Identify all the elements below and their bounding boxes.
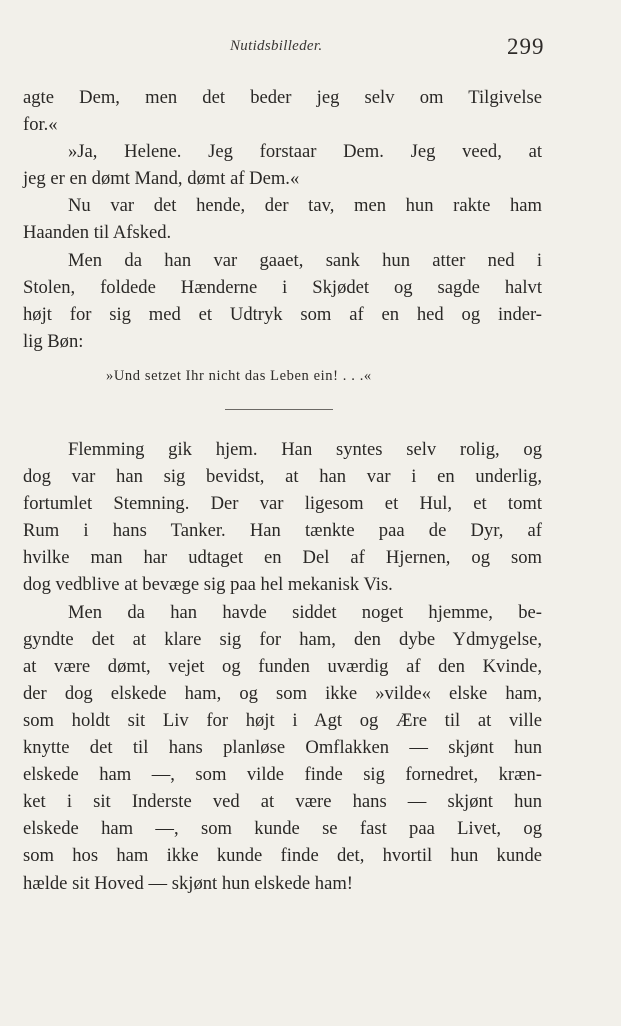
- text-line: »Ja, Helene. Jeg forstaar Dem. Jeg veed, at: [68, 141, 542, 163]
- text-line: Rum i hans Tanker. Han tænkte paa de Dyr, af: [23, 520, 542, 542]
- text-line: der dog elskede ham, og som ikke »vilde« elske ham,: [23, 682, 542, 704]
- running-head: [0, 36, 621, 66]
- text-block-bottom: [23, 436, 542, 897]
- running-title: Nutidsbilleder.: [230, 38, 323, 54]
- text-line: lig Bøn:: [23, 330, 84, 352]
- text-line: dog var han sig bevidst, at han var i en underlig,: [23, 466, 542, 488]
- text-line: Stolen, foldede Hænderne i Skjødet og sagde halvt: [23, 276, 542, 298]
- text-block-top: [23, 84, 542, 355]
- text-line: ket i sit Inderste ved at være hans — skjønt hun: [23, 791, 542, 813]
- text-line: dog vedblive at bevæge sig paa hel mekanisk Vis.: [23, 574, 393, 596]
- text-line: Flemming gik hjem. Han syntes selv rolig, og: [68, 439, 542, 460]
- text-line: elskede ham —, som kunde se fast paa Livet, og: [23, 818, 542, 840]
- text-line: Haanden til Afsked.: [23, 222, 172, 244]
- german-quote: »Und setzet Ihr nicht das Leben ein! . . .«: [106, 368, 372, 384]
- text-line: Men da han havde siddet noget hjemme, be-: [68, 601, 542, 623]
- text-line: højt for sig med et Udtryk som af en hed og inder-: [23, 303, 542, 325]
- text-line: som hos ham ikke kunde finde det, hvortil hun kunde: [23, 845, 542, 867]
- section-divider: [225, 409, 333, 410]
- text-line: hælde sit Hoved — skjønt hun elskede ham!: [23, 872, 353, 894]
- text-line: Men da han var gaaet, sank hun atter ned i: [68, 249, 542, 271]
- text-line: hvilke man har udtaget en Del af Hjernen, og som: [23, 547, 542, 569]
- text-line: at være dømt, vejet og funden uværdig af den Kvinde,: [23, 655, 542, 677]
- text-line: agte Dem, men det beder jeg selv om Tilgivelse: [23, 87, 542, 108]
- page-number: 299: [507, 34, 545, 59]
- text-line: fortumlet Stemning. Der var ligesom et Hul, et tomt: [23, 493, 542, 515]
- text-line: gyndte det at klare sig for ham, den dybe Ydmygelse,: [23, 628, 542, 650]
- text-line: som holdt sit Liv for højt i Agt og Ære til at ville: [23, 709, 542, 731]
- text-line: Nu var det hende, der tav, men hun rakte ham: [68, 195, 542, 217]
- text-line: knytte det til hans planløse Omflakken — skjønt hun: [23, 737, 542, 759]
- text-line: jeg er en dømt Mand, dømt af Dem.«: [23, 168, 300, 190]
- text-line: for.«: [23, 114, 58, 136]
- text-line: elskede ham —, som vilde finde sig fornedret, kræn-: [23, 764, 542, 786]
